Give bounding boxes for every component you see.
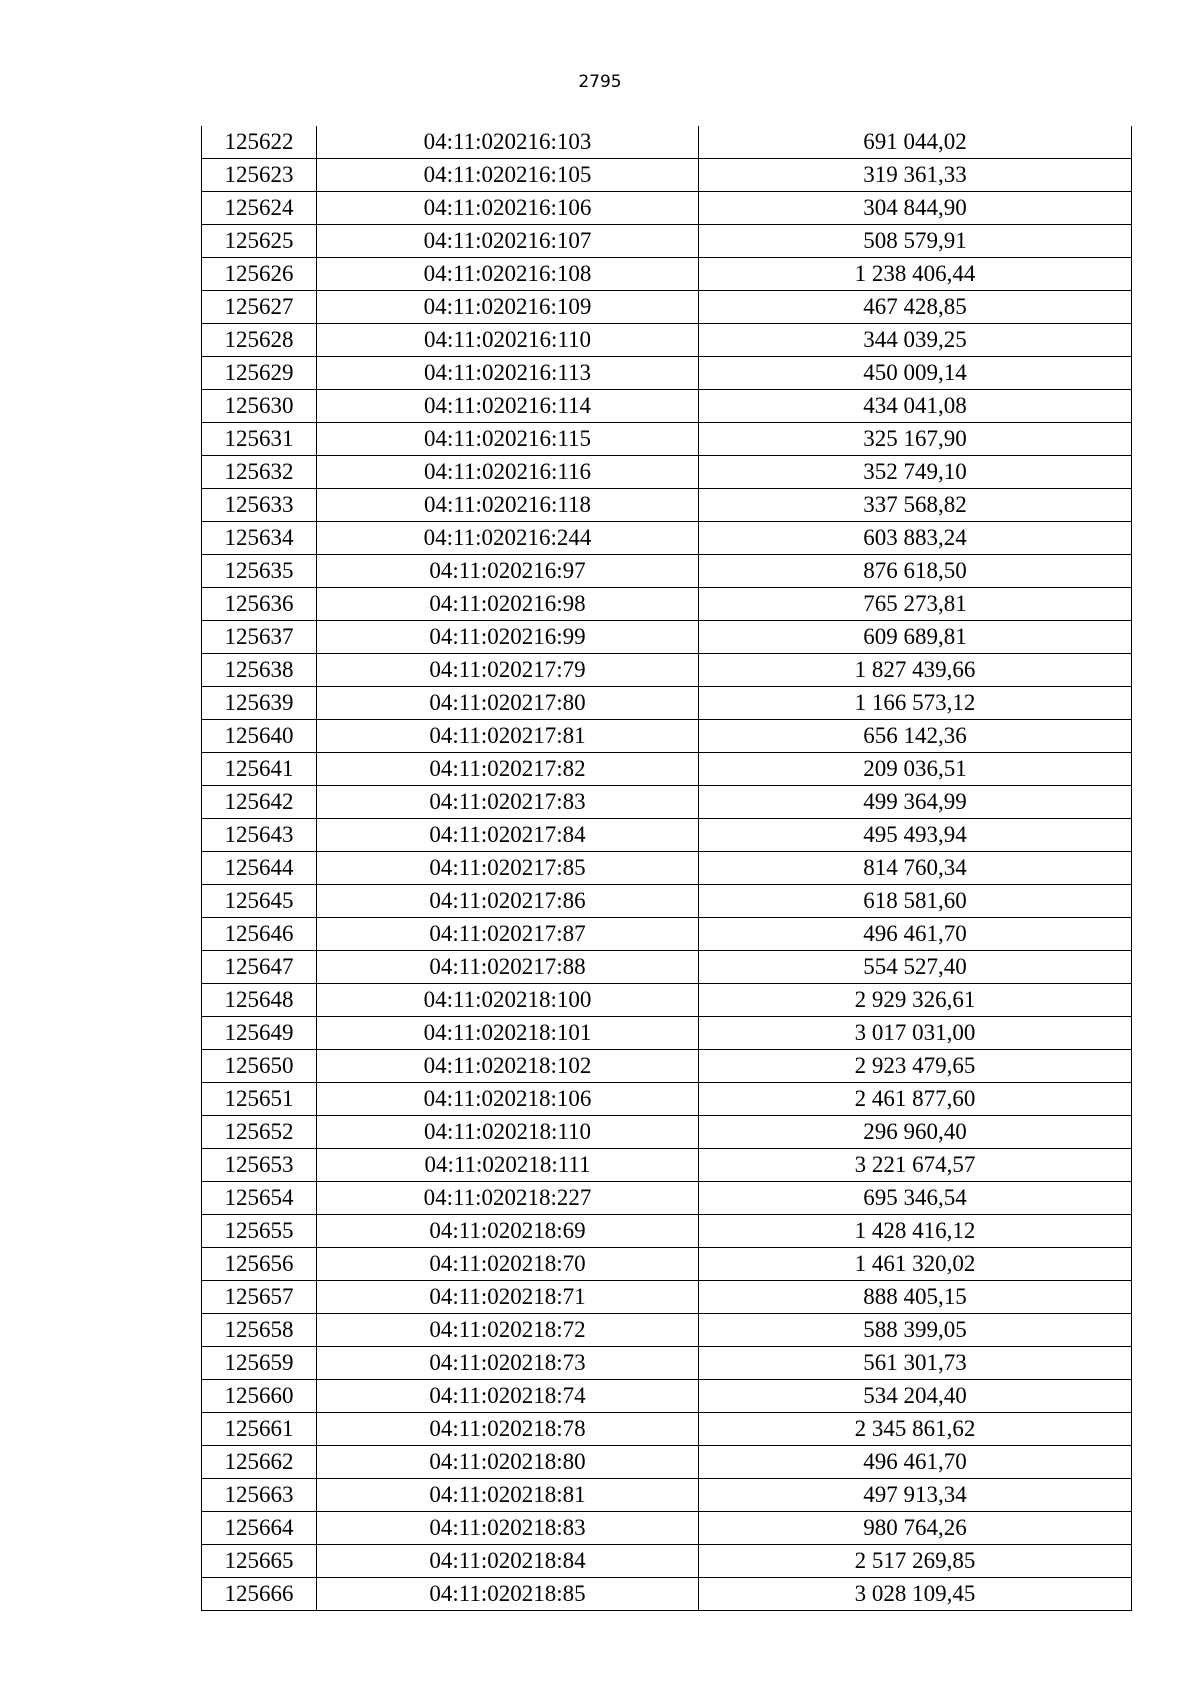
cadastral-number-cell: 04:11:020216:109 (317, 291, 699, 324)
row-number-cell: 125640 (202, 720, 317, 753)
table-row (202, 1116, 1132, 1149)
row-number-cell: 125652 (202, 1116, 317, 1149)
cadastral-number-cell: 04:11:020218:100 (317, 984, 699, 1017)
row-number-cell: 125644 (202, 852, 317, 885)
row-number-cell: 125648 (202, 984, 317, 1017)
cadastral-number-cell: 04:11:020217:83 (317, 786, 699, 819)
row-number-cell: 125666 (202, 1578, 317, 1611)
table-row (202, 1050, 1132, 1083)
cadastral-value-cell: 534 204,40 (699, 1380, 1132, 1413)
cadastral-number-cell: 04:11:020216:98 (317, 588, 699, 621)
row-number-cell: 125629 (202, 357, 317, 390)
table-row (202, 1380, 1132, 1413)
table-row (202, 225, 1132, 258)
cadastral-value-cell: 497 913,34 (699, 1479, 1132, 1512)
cadastral-value-cell: 344 039,25 (699, 324, 1132, 357)
cadastral-number-cell: 04:11:020218:83 (317, 1512, 699, 1545)
row-number-cell: 125647 (202, 951, 317, 984)
cadastral-value-table (201, 126, 1132, 1611)
cadastral-number-cell: 04:11:020218:102 (317, 1050, 699, 1083)
cadastral-number-cell: 04:11:020216:113 (317, 357, 699, 390)
table-row (202, 1314, 1132, 1347)
cadastral-value-cell: 2 929 326,61 (699, 984, 1132, 1017)
cadastral-number-cell: 04:11:020218:78 (317, 1413, 699, 1446)
row-number-cell: 125639 (202, 687, 317, 720)
table-row (202, 357, 1132, 390)
row-number-cell: 125663 (202, 1479, 317, 1512)
cadastral-value-cell: 325 167,90 (699, 423, 1132, 456)
cadastral-number-cell: 04:11:020216:108 (317, 258, 699, 291)
row-number-cell: 125645 (202, 885, 317, 918)
cadastral-value-cell: 499 364,99 (699, 786, 1132, 819)
cadastral-number-cell: 04:11:020216:97 (317, 555, 699, 588)
row-number-cell: 125651 (202, 1083, 317, 1116)
row-number-cell: 125657 (202, 1281, 317, 1314)
row-number-cell: 125632 (202, 456, 317, 489)
cadastral-number-cell: 04:11:020218:73 (317, 1347, 699, 1380)
cadastral-value-cell: 1 461 320,02 (699, 1248, 1132, 1281)
table-row (202, 720, 1132, 753)
cadastral-value-cell: 3 017 031,00 (699, 1017, 1132, 1050)
cadastral-number-cell: 04:11:020218:81 (317, 1479, 699, 1512)
cadastral-number-cell: 04:11:020217:81 (317, 720, 699, 753)
cadastral-value-cell: 296 960,40 (699, 1116, 1132, 1149)
table-row (202, 1512, 1132, 1545)
cadastral-value-cell: 695 346,54 (699, 1182, 1132, 1215)
cadastral-number-cell: 04:11:020216:114 (317, 390, 699, 423)
cadastral-table-container (201, 126, 1132, 1611)
cadastral-value-cell: 2 461 877,60 (699, 1083, 1132, 1116)
cadastral-value-cell: 337 568,82 (699, 489, 1132, 522)
row-number-cell: 125662 (202, 1446, 317, 1479)
row-number-cell: 125625 (202, 225, 317, 258)
table-row (202, 1281, 1132, 1314)
cadastral-value-cell: 1 428 416,12 (699, 1215, 1132, 1248)
cadastral-value-cell: 209 036,51 (699, 753, 1132, 786)
cadastral-value-cell: 603 883,24 (699, 522, 1132, 555)
cadastral-number-cell: 04:11:020217:87 (317, 918, 699, 951)
cadastral-number-cell: 04:11:020218:72 (317, 1314, 699, 1347)
cadastral-value-cell: 3 221 674,57 (699, 1149, 1132, 1182)
row-number-cell: 125641 (202, 753, 317, 786)
row-number-cell: 125636 (202, 588, 317, 621)
row-number-cell: 125643 (202, 819, 317, 852)
cadastral-number-cell: 04:11:020217:80 (317, 687, 699, 720)
cadastral-value-cell: 450 009,14 (699, 357, 1132, 390)
cadastral-number-cell: 04:11:020218:227 (317, 1182, 699, 1215)
cadastral-value-cell: 1 238 406,44 (699, 258, 1132, 291)
row-number-cell: 125633 (202, 489, 317, 522)
table-row (202, 1215, 1132, 1248)
table-row (202, 786, 1132, 819)
cadastral-number-cell: 04:11:020216:107 (317, 225, 699, 258)
cadastral-number-cell: 04:11:020218:85 (317, 1578, 699, 1611)
row-number-cell: 125661 (202, 1413, 317, 1446)
table-row (202, 984, 1132, 1017)
row-number-cell: 125659 (202, 1347, 317, 1380)
cadastral-value-cell: 3 028 109,45 (699, 1578, 1132, 1611)
cadastral-number-cell: 04:11:020217:82 (317, 753, 699, 786)
cadastral-value-cell: 888 405,15 (699, 1281, 1132, 1314)
row-number-cell: 125658 (202, 1314, 317, 1347)
table-row (202, 852, 1132, 885)
table-row (202, 588, 1132, 621)
cadastral-value-cell: 508 579,91 (699, 225, 1132, 258)
table-row (202, 159, 1132, 192)
table-row (202, 621, 1132, 654)
cadastral-number-cell: 04:11:020218:71 (317, 1281, 699, 1314)
table-row (202, 258, 1132, 291)
table-row (202, 1083, 1132, 1116)
row-number-cell: 125656 (202, 1248, 317, 1281)
cadastral-value-cell: 2 517 269,85 (699, 1545, 1132, 1578)
cadastral-value-cell: 618 581,60 (699, 885, 1132, 918)
row-number-cell: 125650 (202, 1050, 317, 1083)
table-row (202, 1149, 1132, 1182)
cadastral-number-cell: 04:11:020218:106 (317, 1083, 699, 1116)
cadastral-number-cell: 04:11:020216:244 (317, 522, 699, 555)
row-number-cell: 125627 (202, 291, 317, 324)
cadastral-number-cell: 04:11:020217:84 (317, 819, 699, 852)
cadastral-number-cell: 04:11:020218:69 (317, 1215, 699, 1248)
table-row (202, 1578, 1132, 1611)
row-number-cell: 125649 (202, 1017, 317, 1050)
table-row (202, 522, 1132, 555)
table-row (202, 390, 1132, 423)
cadastral-value-cell: 561 301,73 (699, 1347, 1132, 1380)
cadastral-number-cell: 04:11:020216:110 (317, 324, 699, 357)
table-row (202, 687, 1132, 720)
table-row (202, 1446, 1132, 1479)
table-row (202, 489, 1132, 522)
cadastral-value-cell: 609 689,81 (699, 621, 1132, 654)
table-row (202, 456, 1132, 489)
row-number-cell: 125635 (202, 555, 317, 588)
cadastral-value-cell: 554 527,40 (699, 951, 1132, 984)
table-row (202, 1347, 1132, 1380)
row-number-cell: 125660 (202, 1380, 317, 1413)
cadastral-value-cell: 2 345 861,62 (699, 1413, 1132, 1446)
cadastral-number-cell: 04:11:020217:86 (317, 885, 699, 918)
cadastral-number-cell: 04:11:020216:105 (317, 159, 699, 192)
table-row (202, 192, 1132, 225)
table-row (202, 291, 1132, 324)
cadastral-value-cell: 656 142,36 (699, 720, 1132, 753)
cadastral-number-cell: 04:11:020216:99 (317, 621, 699, 654)
table-row (202, 885, 1132, 918)
cadastral-value-cell: 588 399,05 (699, 1314, 1132, 1347)
row-number-cell: 125654 (202, 1182, 317, 1215)
cadastral-value-cell: 304 844,90 (699, 192, 1132, 225)
row-number-cell: 125665 (202, 1545, 317, 1578)
table-row (202, 918, 1132, 951)
cadastral-value-cell: 319 361,33 (699, 159, 1132, 192)
cadastral-value-cell: 876 618,50 (699, 555, 1132, 588)
row-number-cell: 125638 (202, 654, 317, 687)
cadastral-value-cell: 434 041,08 (699, 390, 1132, 423)
cadastral-number-cell: 04:11:020218:111 (317, 1149, 699, 1182)
table-row (202, 126, 1132, 159)
cadastral-value-cell: 691 044,02 (699, 126, 1132, 159)
table-row (202, 423, 1132, 456)
cadastral-number-cell: 04:11:020217:85 (317, 852, 699, 885)
cadastral-number-cell: 04:11:020218:74 (317, 1380, 699, 1413)
cadastral-number-cell: 04:11:020216:118 (317, 489, 699, 522)
cadastral-number-cell: 04:11:020218:80 (317, 1446, 699, 1479)
table-row (202, 951, 1132, 984)
cadastral-value-cell: 980 764,26 (699, 1512, 1132, 1545)
table-row (202, 1248, 1132, 1281)
table-row (202, 1545, 1132, 1578)
row-number-cell: 125646 (202, 918, 317, 951)
table-row (202, 1017, 1132, 1050)
table-row (202, 1479, 1132, 1512)
cadastral-value-cell: 2 923 479,65 (699, 1050, 1132, 1083)
cadastral-value-cell: 814 760,34 (699, 852, 1132, 885)
cadastral-value-cell: 1 827 439,66 (699, 654, 1132, 687)
cadastral-value-cell: 467 428,85 (699, 291, 1132, 324)
row-number-cell: 125630 (202, 390, 317, 423)
cadastral-value-cell: 495 493,94 (699, 819, 1132, 852)
row-number-cell: 125664 (202, 1512, 317, 1545)
cadastral-number-cell: 04:11:020216:116 (317, 456, 699, 489)
cadastral-value-cell: 496 461,70 (699, 1446, 1132, 1479)
cadastral-number-cell: 04:11:020218:84 (317, 1545, 699, 1578)
cadastral-number-cell: 04:11:020218:101 (317, 1017, 699, 1050)
table-row (202, 753, 1132, 786)
table-row (202, 1182, 1132, 1215)
row-number-cell: 125622 (202, 126, 317, 159)
cadastral-number-cell: 04:11:020216:103 (317, 126, 699, 159)
row-number-cell: 125626 (202, 258, 317, 291)
row-number-cell: 125628 (202, 324, 317, 357)
row-number-cell: 125624 (202, 192, 317, 225)
cadastral-number-cell: 04:11:020218:110 (317, 1116, 699, 1149)
cadastral-number-cell: 04:11:020217:88 (317, 951, 699, 984)
cadastral-value-cell: 352 749,10 (699, 456, 1132, 489)
cadastral-number-cell: 04:11:020218:70 (317, 1248, 699, 1281)
row-number-cell: 125655 (202, 1215, 317, 1248)
cadastral-number-cell: 04:11:020216:106 (317, 192, 699, 225)
row-number-cell: 125631 (202, 423, 317, 456)
cadastral-value-cell: 496 461,70 (699, 918, 1132, 951)
row-number-cell: 125634 (202, 522, 317, 555)
row-number-cell: 125653 (202, 1149, 317, 1182)
cadastral-value-cell: 765 273,81 (699, 588, 1132, 621)
table-row (202, 1413, 1132, 1446)
row-number-cell: 125637 (202, 621, 317, 654)
cadastral-value-cell: 1 166 573,12 (699, 687, 1132, 720)
cadastral-number-cell: 04:11:020217:79 (317, 654, 699, 687)
table-row (202, 654, 1132, 687)
page-number: 2795 (578, 72, 622, 92)
table-body (202, 126, 1132, 1611)
row-number-cell: 125642 (202, 786, 317, 819)
table-row (202, 819, 1132, 852)
row-number-cell: 125623 (202, 159, 317, 192)
table-row (202, 555, 1132, 588)
cadastral-number-cell: 04:11:020216:115 (317, 423, 699, 456)
table-row (202, 324, 1132, 357)
